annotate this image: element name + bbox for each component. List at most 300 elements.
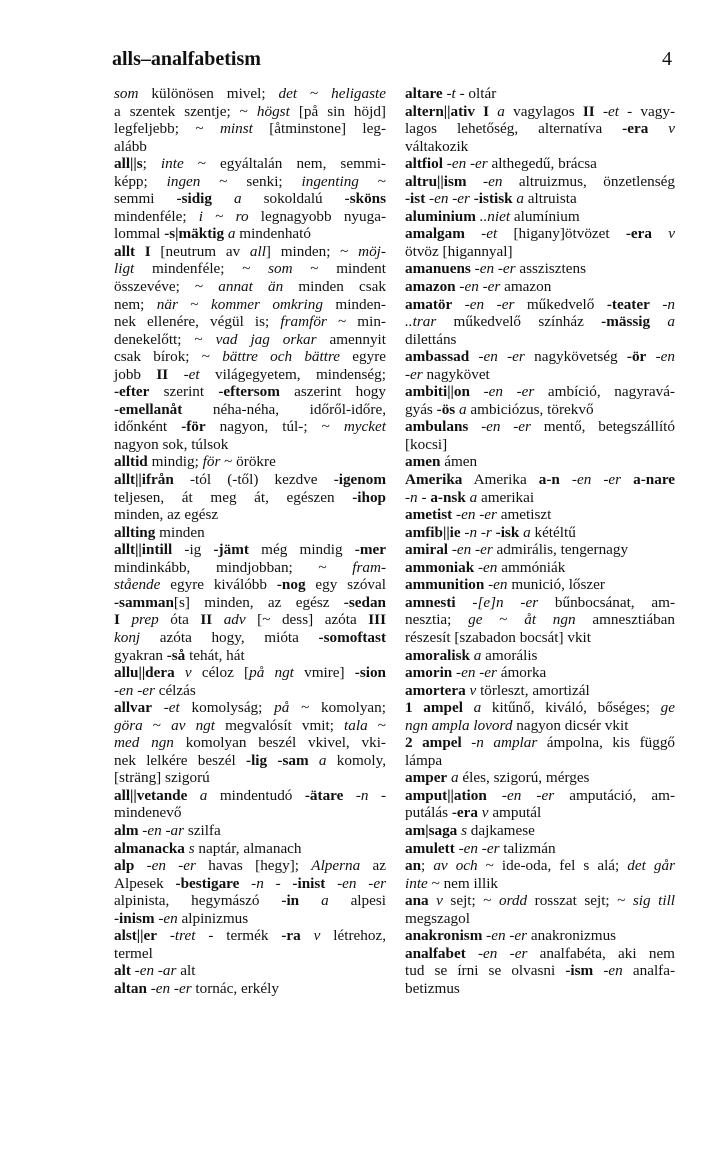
definition-text xyxy=(646,348,655,365)
headword: amortera xyxy=(405,681,466,699)
grammar-note: -et xyxy=(481,225,498,243)
definition-text: alumínium xyxy=(510,207,580,225)
definition-text: azóta hogy, mióta xyxy=(140,628,319,646)
grammar-note: för xyxy=(202,453,221,471)
entry-line xyxy=(405,664,675,682)
entry-line xyxy=(114,752,386,770)
entry-line xyxy=(114,120,386,138)
definition-text xyxy=(152,699,164,716)
definition-text: mindentudó xyxy=(207,786,305,804)
definition-text: nagyon, túl-; ~ xyxy=(205,418,344,436)
entry-line xyxy=(405,506,675,524)
entry-line xyxy=(405,804,675,822)
headword: amatör xyxy=(405,295,453,313)
grammar-note: ordd xyxy=(498,892,528,910)
grammar-note: v xyxy=(469,681,477,699)
definition-text: sokoldalú xyxy=(241,190,345,208)
grammar-note: v xyxy=(668,225,676,243)
grammar-note: tala xyxy=(344,716,368,734)
grammar-note: a xyxy=(523,523,531,541)
entry-line xyxy=(405,383,675,401)
headword: -bestigare xyxy=(175,874,240,892)
grammar-note: a xyxy=(199,786,208,804)
headword: all||vetande xyxy=(114,786,188,804)
entry-line xyxy=(114,331,386,349)
definition-text xyxy=(595,103,603,120)
definition-text: - xyxy=(417,488,431,506)
grammar-note: -en -er xyxy=(458,839,500,857)
entry-line xyxy=(405,436,675,454)
headword: -ätare xyxy=(304,786,344,804)
definition-text xyxy=(168,366,183,383)
definition-text: ~ xyxy=(202,207,236,225)
page-number: 4 xyxy=(662,48,672,70)
left-column xyxy=(114,85,386,997)
entry-line xyxy=(114,489,386,507)
grammar-note: -n amplar xyxy=(471,734,538,752)
headword: allt||intill xyxy=(114,541,173,559)
headword: ammoniak xyxy=(405,558,475,576)
definition-text: tud se írni se olvasni xyxy=(405,962,566,980)
headword: allting xyxy=(114,523,156,541)
headword: -ra xyxy=(281,927,301,945)
headword: -så xyxy=(166,646,186,664)
grammar-note: -n xyxy=(251,874,264,892)
grammar-note: a xyxy=(459,400,467,418)
definition-text: megszagol xyxy=(405,909,470,927)
entry-line xyxy=(405,366,675,384)
entry-line xyxy=(114,260,386,278)
grammar-note: s xyxy=(188,839,195,857)
definition-text: létrehoz, xyxy=(320,927,386,945)
grammar-note: på ngt xyxy=(249,664,294,682)
entry-line xyxy=(114,559,386,577)
grammar-note: -en xyxy=(488,576,508,594)
definition-text xyxy=(239,875,251,892)
headword: -ist xyxy=(405,190,426,208)
definition-text xyxy=(212,611,224,628)
definition-text: éles, szigorú, mérges xyxy=(458,769,590,787)
entry-line xyxy=(114,857,386,875)
entry-line xyxy=(405,892,675,910)
headword: amalgam xyxy=(405,225,465,243)
definition-text: [åtminstone] leg- xyxy=(252,120,386,138)
definition-text: [kocsi] xyxy=(405,435,448,453)
definition-text: ötvöz [higannyal] xyxy=(405,242,513,260)
entry-line xyxy=(114,383,386,401)
entry-line xyxy=(405,471,675,489)
definition-text: amputáció, am- xyxy=(554,786,676,804)
definition-text: - xyxy=(263,874,293,892)
definition-text: betizmus xyxy=(405,979,460,997)
definition-text xyxy=(650,313,667,330)
entry-line xyxy=(405,787,675,805)
headword: almanacka xyxy=(114,839,185,857)
entry-line xyxy=(114,804,386,822)
grammar-note: annat än xyxy=(218,278,284,296)
definition-text: teljesen, át meg át, egészen xyxy=(114,488,353,506)
entry-line xyxy=(405,541,675,559)
grammar-note: -et xyxy=(163,699,180,717)
headword: amiral xyxy=(405,541,449,559)
definition-text: vagylagos xyxy=(504,102,583,120)
definition-text xyxy=(299,892,321,909)
grammar-note: -en -er xyxy=(483,383,535,401)
definition-text: [~ dess] azóta xyxy=(245,611,369,629)
definition-text: minden, az egész xyxy=(114,506,219,524)
definition-text: ~ nem illik xyxy=(427,874,499,892)
grammar-note: konj xyxy=(114,628,141,646)
definition-text: ~ senki; xyxy=(200,172,302,190)
entry-line xyxy=(114,436,386,454)
definition-text: ] minden; ~ xyxy=(265,242,359,260)
definition-text: ammóniák xyxy=(497,558,566,576)
definition-text: komolyan beszél vkivel, vki- xyxy=(173,734,386,752)
headword: -sköns xyxy=(344,190,387,208)
definition-text: [på sin höjd] xyxy=(289,102,386,120)
definition-text xyxy=(467,173,483,190)
grammar-note: Alperna xyxy=(311,857,361,875)
entry-line xyxy=(405,594,675,612)
definition-text: asszisztens xyxy=(515,260,586,278)
entry-line xyxy=(405,155,675,173)
definition-text: minden xyxy=(155,523,205,541)
headword: -ihop xyxy=(352,488,386,506)
definition-text: műkedvelő színház xyxy=(436,313,602,331)
headword: ambiti||on xyxy=(405,383,470,401)
definition-text xyxy=(452,296,465,313)
definition-text: megvalósít vmit; xyxy=(215,716,345,734)
definition-text: mindinkább, mindjobban; ~ xyxy=(114,558,353,576)
grammar-note: inte xyxy=(160,155,184,173)
definition-text: ~ xyxy=(358,172,386,190)
headword: -nog xyxy=(276,576,306,594)
headword: -ör xyxy=(626,348,647,366)
headword: amazon xyxy=(405,278,456,296)
definition-text: ~ egyáltalán nem, semmi- xyxy=(183,155,386,173)
definition-text xyxy=(465,225,481,242)
headword: ambulans xyxy=(405,418,469,436)
definition-text xyxy=(466,945,478,962)
definition-text xyxy=(212,190,234,207)
headword: allvar xyxy=(114,699,152,717)
entry-line xyxy=(405,647,675,665)
definition-text: ~ xyxy=(367,716,387,734)
headword: -sion xyxy=(354,664,386,682)
grammar-note: a xyxy=(233,190,242,208)
entry-line xyxy=(405,524,675,542)
headword: aluminium xyxy=(405,207,476,225)
definition-text: munició, lőszer xyxy=(507,576,605,594)
definition-text: Amerika xyxy=(462,471,539,489)
grammar-note: -en -er xyxy=(501,786,555,804)
entry-line xyxy=(405,840,675,858)
headword: II xyxy=(156,365,169,383)
definition-text xyxy=(652,225,668,242)
grammar-note: ..niet xyxy=(479,207,511,225)
definition-text: részesít [szabadon bocsát] vkit xyxy=(405,628,591,646)
definition-text xyxy=(187,787,199,804)
entry-line xyxy=(114,927,386,945)
headword: altfiol xyxy=(405,155,443,173)
grammar-note: -en xyxy=(655,348,675,366)
entry-line xyxy=(405,260,675,278)
definition-text: althegedű, brácsa xyxy=(487,155,597,173)
definition-text: a szentek szentje; ~ xyxy=(114,102,257,120)
headword: amanuens xyxy=(405,260,471,278)
headword: -isk xyxy=(495,523,520,541)
definition-text: sejt; ~ xyxy=(442,892,499,910)
definition-text: legfeljebb; ~ xyxy=(114,120,220,138)
definition-text: amazon xyxy=(500,278,552,296)
grammar-note: -et xyxy=(602,102,619,120)
definition-text: mindenféle; ~ xyxy=(134,260,269,278)
definition-text xyxy=(134,857,146,874)
entry-line xyxy=(114,190,386,208)
definition-text xyxy=(621,471,633,488)
entry-line xyxy=(405,348,675,366)
grammar-note: av och xyxy=(433,857,478,875)
grammar-note: -en -er xyxy=(478,348,525,366)
headword: anakronism xyxy=(405,927,483,945)
definition-text: komolyság; xyxy=(179,699,275,717)
headword: -eftersom xyxy=(218,383,280,401)
entry-line xyxy=(114,682,386,700)
grammar-note: a xyxy=(318,751,327,769)
entry-line xyxy=(405,243,675,261)
entry-line xyxy=(114,103,386,121)
definition-text: naptár, almanach xyxy=(194,839,302,857)
definition-text xyxy=(463,699,474,716)
headword: amoralisk xyxy=(405,646,470,664)
definition-text: óta xyxy=(158,611,201,629)
headword: alst||er xyxy=(114,927,157,945)
definition-text: ~ mindent xyxy=(292,260,386,278)
grammar-note: s xyxy=(461,821,467,839)
entry-line xyxy=(114,418,386,436)
grammar-note: vad jag orkar xyxy=(215,330,317,348)
grammar-note: -n -r xyxy=(464,523,492,541)
grammar-note: ligt xyxy=(114,260,135,278)
headword: an xyxy=(405,857,422,875)
definition-text: ametiszt xyxy=(496,506,552,524)
definition-text: - xyxy=(368,786,386,804)
grammar-note: -en -er xyxy=(481,418,531,436)
headword: alt xyxy=(114,962,131,980)
definition-text: jobb xyxy=(114,365,157,383)
headword: alp xyxy=(114,857,135,875)
headword: am|saga xyxy=(405,821,458,839)
definition-text: bűnbocsánat, am- xyxy=(538,593,675,611)
definition-text: admirális, tengernagy xyxy=(492,541,629,559)
entry-line xyxy=(405,401,675,419)
headword: allu||dera xyxy=(114,664,175,682)
entry-line xyxy=(405,980,675,998)
grammar-note: ingenting xyxy=(301,172,359,190)
definition-text: egy szóval xyxy=(305,576,386,594)
entry-line xyxy=(405,559,675,577)
definition-text: lámpa xyxy=(405,751,443,769)
grammar-note: adv xyxy=(223,611,246,629)
headword: -era xyxy=(622,120,649,138)
headword: 2 ampel xyxy=(405,734,462,752)
entry-line xyxy=(114,875,386,893)
definition-text: csak bírok; ~ xyxy=(114,348,223,366)
definition-text: denekelőtt; ~ xyxy=(114,330,216,348)
definition-text: egyre xyxy=(340,348,387,366)
definition-text: minden- xyxy=(322,295,386,313)
definition-text: műkedvelő xyxy=(514,295,607,313)
grammar-note: v xyxy=(436,892,443,910)
grammar-note: a xyxy=(321,892,329,910)
definition-text: [neutrum av xyxy=(150,242,250,260)
headword: a-nsk xyxy=(430,488,466,506)
headword: II xyxy=(582,102,595,120)
headword: -s|mäktig xyxy=(164,225,225,243)
headword: -era xyxy=(625,225,653,243)
definition-text: semmi xyxy=(114,190,177,208)
entry-line xyxy=(405,682,675,700)
definition-text: alább xyxy=(114,137,147,155)
grammar-note: all xyxy=(249,242,266,260)
headword: -mer xyxy=(354,541,386,559)
entry-line xyxy=(405,138,675,156)
grammar-note: v xyxy=(668,120,675,138)
definition-text: gyás xyxy=(405,400,437,418)
entry-line xyxy=(114,840,386,858)
headword: II xyxy=(200,611,213,629)
headword: ametist xyxy=(405,506,453,524)
grammar-note: a xyxy=(473,699,482,717)
entry-line xyxy=(405,611,675,629)
definition-text: céloz [ xyxy=(191,664,250,682)
entry-line xyxy=(114,576,386,594)
headword: Amerika xyxy=(405,471,463,489)
definition-text: szerint xyxy=(149,383,219,401)
grammar-note: -en xyxy=(478,558,498,576)
definition-text: altruizmus, önzetlenség xyxy=(502,172,675,190)
grammar-note: minst xyxy=(219,120,253,138)
entry-line xyxy=(405,857,675,875)
definition-text: mindig; xyxy=(147,453,203,471)
page-title: alls–analfabetism xyxy=(112,48,261,70)
definition-text: ambíció, nagyravá- xyxy=(534,383,675,401)
definition-text: Alpesek xyxy=(114,874,176,892)
definition-text: anakronizmus xyxy=(527,927,617,945)
entry-line xyxy=(405,717,675,735)
definition-text xyxy=(325,875,337,892)
headword: amnesti xyxy=(405,593,456,611)
grammar-note: -en -er xyxy=(446,155,488,173)
definition-text: törleszt, amortizál xyxy=(476,681,590,699)
definition-text: nek ellenére, végül is; xyxy=(114,313,281,331)
definition-text: nesztia; xyxy=(405,611,469,629)
definition-text: ~ xyxy=(482,611,525,629)
entry-line xyxy=(405,822,675,840)
definition-text: ~ örökre xyxy=(220,453,276,471)
grammar-note: a xyxy=(516,190,524,208)
definition-text: nagykövet xyxy=(422,365,490,383)
headword: analfabet xyxy=(405,944,466,962)
grammar-note: ingen xyxy=(166,172,201,190)
entry-line xyxy=(114,155,386,173)
grammar-note: i xyxy=(198,207,203,225)
entry-line xyxy=(405,296,675,314)
grammar-note: -en -er xyxy=(114,681,155,699)
headword: amper xyxy=(405,769,448,787)
definition-text: ~ ide-oda, fel s alá; xyxy=(477,857,628,875)
grammar-note: -en -er xyxy=(459,278,501,296)
definition-text: ~ komolyan; xyxy=(289,699,386,717)
grammar-note: mycket xyxy=(343,418,386,436)
entry-line xyxy=(114,822,386,840)
definition-text: ámorka xyxy=(496,664,547,682)
definition-text: analfabéta, aki nem xyxy=(527,944,675,962)
definition-text: amorális xyxy=(481,646,538,664)
headword: allt I xyxy=(114,242,151,260)
definition-text: ámpolna, kis függő xyxy=(537,734,676,752)
grammar-note: -en -er xyxy=(146,857,196,875)
headword: altern||ativ I xyxy=(405,102,490,120)
grammar-note: framför xyxy=(280,313,327,331)
entry-line xyxy=(114,208,386,226)
definition-text: analfa- xyxy=(622,962,676,980)
definition-text: egyre kiválóbb xyxy=(160,576,277,594)
definition-text xyxy=(462,734,472,751)
definition-text xyxy=(456,594,473,611)
entry-line xyxy=(405,752,675,770)
definition-text: tornác, erkély xyxy=(191,979,279,997)
headword: -emellanåt xyxy=(114,400,183,418)
headword: amulett xyxy=(405,839,455,857)
headword: amorin xyxy=(405,664,453,682)
grammar-note: det xyxy=(278,85,298,102)
headword: amen xyxy=(405,453,441,471)
definition-text: lagos lehetőség, alternatíva xyxy=(405,120,623,138)
grammar-note: -n xyxy=(355,786,369,804)
definition-text: lommal xyxy=(114,225,165,243)
grammar-note: som xyxy=(268,260,293,278)
grammar-note: -en -er xyxy=(571,471,622,489)
grammar-note: a xyxy=(450,769,459,787)
definition-text: havas [hegy]; xyxy=(195,857,312,875)
headword: -mässig xyxy=(601,313,651,331)
entry-line xyxy=(114,892,386,910)
definition-text: ámen xyxy=(440,453,478,471)
entry-line xyxy=(114,173,386,191)
entry-line xyxy=(114,945,386,963)
entry-line xyxy=(405,85,675,103)
grammar-note: -en -er xyxy=(474,260,516,278)
definition-text: világegyetem, mindenség; xyxy=(199,365,386,383)
entry-line xyxy=(405,769,675,787)
definition-text: még mindig xyxy=(248,541,355,559)
definition-text: termel xyxy=(114,944,153,962)
definition-text: kitűnő, kiváló, bőséges; xyxy=(481,699,661,717)
grammar-note: -en -er xyxy=(429,190,470,208)
entry-line xyxy=(114,664,386,682)
entry-line xyxy=(405,945,675,963)
entry-line xyxy=(405,225,675,243)
headword: ammunition xyxy=(405,576,485,594)
definition-text: ~ xyxy=(142,716,172,734)
grammar-note: -en -er xyxy=(478,944,528,962)
entry-line xyxy=(405,331,675,349)
entry-line xyxy=(114,962,386,980)
headword: a-nare xyxy=(633,471,676,489)
entry-line xyxy=(114,910,386,928)
definition-text: mindenevő xyxy=(114,804,182,822)
